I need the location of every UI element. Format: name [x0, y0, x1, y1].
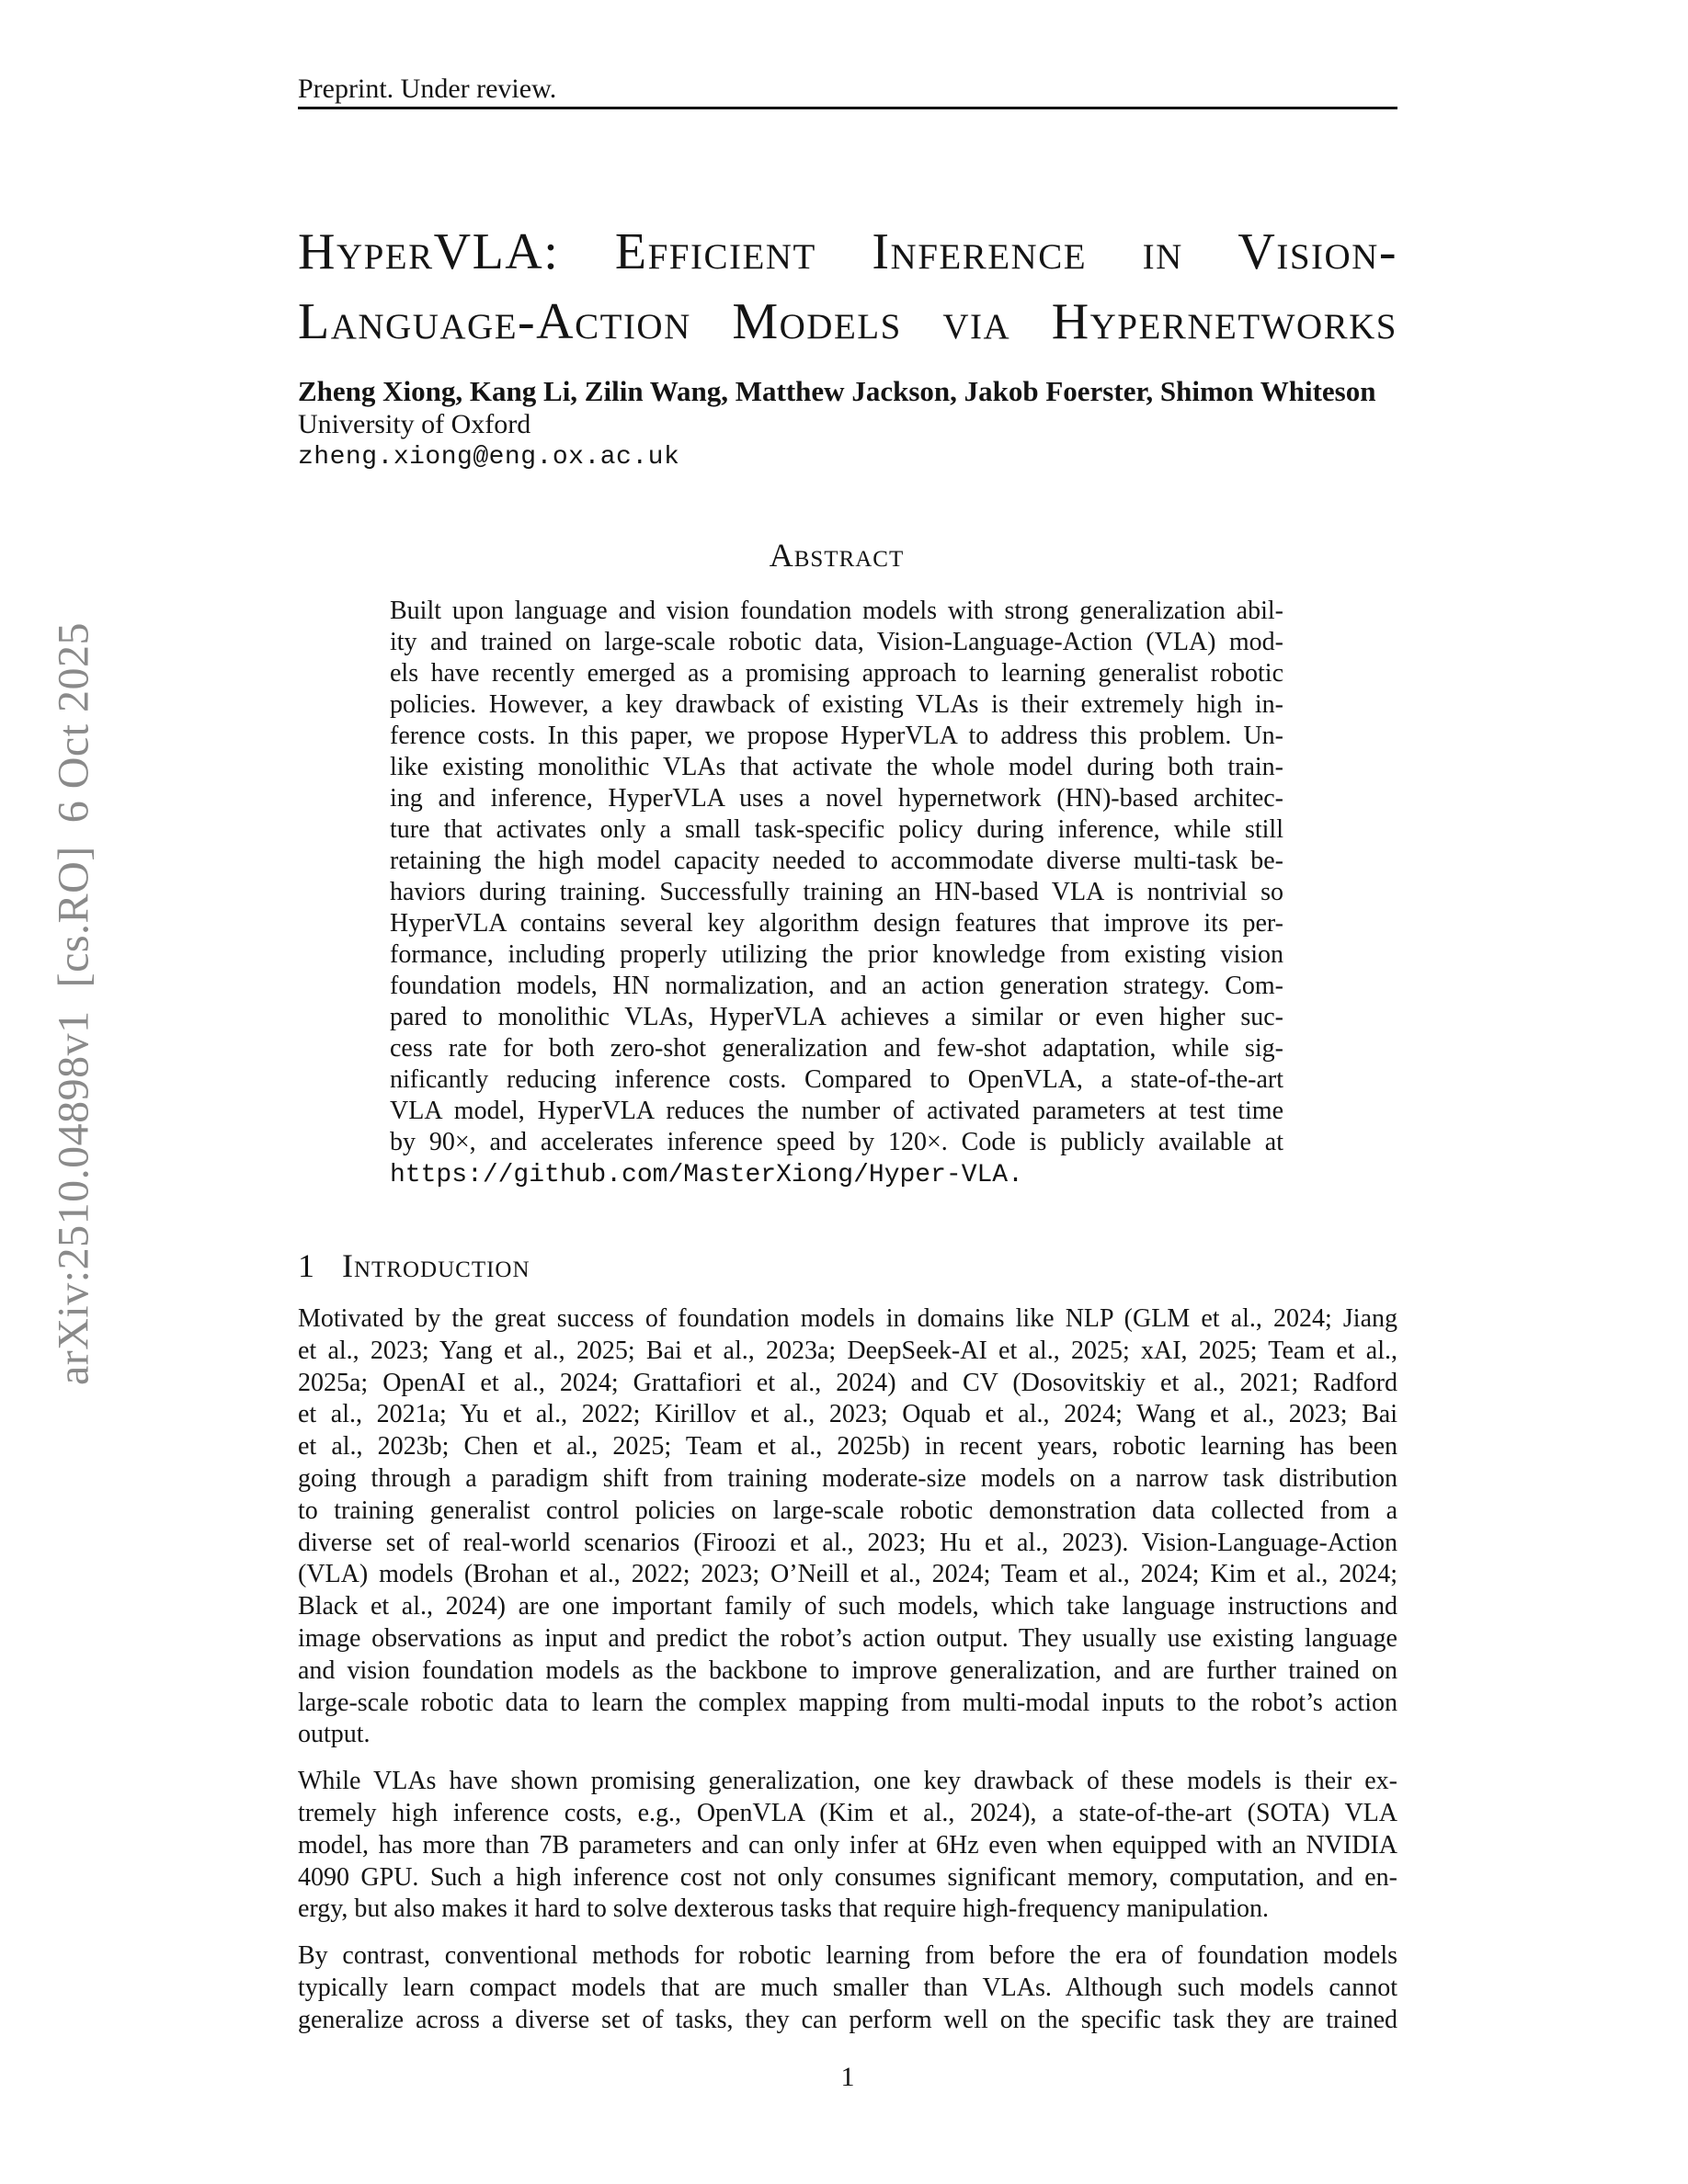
text-line: by 90×, and accelerates inference speed by 120×. Code is publicly available at: [390, 1128, 1283, 1156]
arxiv-watermark: arXiv:2510.04898v1 [cs.RO] 6 Oct 2025: [49, 621, 98, 1386]
introduction-body: [298, 1303, 1397, 2052]
title-line-1: HyperVLA: Efficient Inference in Vision-: [298, 223, 1397, 280]
text-line: 2025a; OpenAI et al., 2024; Grattafiori et al., 2024) and CV (Dosovitskiy et al., 2021; Radford: [298, 1368, 1397, 1397]
author-block: [298, 375, 1397, 474]
text-line: typically learn compact models that are much smaller than VLAs. Although such models cannot: [298, 1973, 1397, 2002]
text-line: While VLAs have shown promising generalization, one key drawback of these models is their ex-: [298, 1767, 1397, 1796]
section-title: Introduction: [342, 1247, 530, 1284]
text-line: and vision foundation models as the backbone to improve generalization, and are further trained on: [298, 1655, 1397, 1685]
text-line: foundation models, HN normalization, and an action generation strategy. Com-: [390, 972, 1283, 1000]
text-line: large-scale robotic data to learn the complex mapping from multi-modal inputs to the robot’s action: [298, 1688, 1397, 1717]
text-line: to training generalist control policies on large-scale robotic demonstration data collected from a: [298, 1496, 1397, 1525]
paragraph: [298, 1766, 1397, 1926]
text-line: els have recently emerged as a promising approach to learning generalist robotic: [390, 659, 1283, 688]
paper-title: [298, 217, 1397, 357]
text-line: Motivated by the great success of foundation models in domains like NLP (GLM et al., 2024; Jiang: [298, 1304, 1397, 1333]
text-line: ing and inference, HyperVLA uses a novel hypernetwork (HN)-based architec-: [390, 784, 1283, 813]
abstract-lines: [390, 596, 1283, 1158]
page-number: 1: [840, 2062, 855, 2092]
text-line: By contrast, conventional methods for robotic learning from before the era of foundation models: [298, 1941, 1397, 1971]
text-line: VLA model, HyperVLA reduces the number of activated parameters at test time: [390, 1097, 1283, 1125]
text-line: model, has more than 7B parameters and can only infer at 6Hz even when equipped with an NVIDIA: [298, 1830, 1397, 1860]
text-line: cess rate for both zero-shot generalization and few-shot adaptation, while sig-: [390, 1034, 1283, 1063]
text-line: ference costs. In this paper, we propose HyperVLA to address this problem. Un-: [390, 722, 1283, 750]
text-line: Black et al., 2024) are one important family of such models, which take language instructions and: [298, 1592, 1397, 1621]
author-email: zheng.xiong@eng.ox.ac.uk: [298, 443, 680, 472]
text-line: 4090 GPU. Such a high inference cost not only consumes significant memory, computation, and en-: [298, 1862, 1397, 1892]
text-line: going through a paradigm shift from training moderate-size models on a narrow task distribution: [298, 1463, 1397, 1493]
affiliation: University of Oxford: [298, 409, 531, 439]
text-line: ity and trained on large-scale robotic data, Vision-Language-Action (VLA) mod-: [390, 628, 1283, 656]
text-line: et al., 2023b; Chen et al., 2025; Team et al., 2025b) in recent years, robotic learning has been: [298, 1432, 1397, 1462]
header-rule: [298, 107, 1397, 109]
text-line: tremely high inference costs, e.g., OpenVLA (Kim et al., 2024), a state-of-the-art (SOTA) VLA: [298, 1798, 1397, 1827]
title-line-2: Language-Action Models via Hypernetworks: [298, 293, 1397, 350]
text-line: like existing monolithic VLAs that activate the whole model during both train-: [390, 753, 1283, 781]
abstract-body: [390, 596, 1283, 1191]
paragraph: [298, 1303, 1397, 1751]
text-line: Built upon language and vision foundation models with strong generalization abil-: [390, 597, 1283, 625]
text-line: policies. However, a key drawback of existing VLAs is their extremely high in-: [390, 690, 1283, 719]
text-line: formance, including properly utilizing the prior knowledge from existing vision: [390, 940, 1283, 969]
text-line: retaining the high model capacity needed to accommodate diverse multi-task be-: [390, 847, 1283, 875]
section-number: 1: [298, 1247, 314, 1284]
text-line: ture that activates only a small task-specific policy during inference, while still: [390, 815, 1283, 844]
paragraph: [298, 1940, 1397, 2036]
text-line: nificantly reducing inference costs. Compared to OpenVLA, a state-of-the-art: [390, 1065, 1283, 1094]
author-names: Zheng Xiong, Kang Li, Zilin Wang, Matthew Jackson, Jakob Foerster, Shimon Whiteson: [298, 375, 1376, 407]
text-line: output.: [298, 1720, 371, 1749]
text-line: image observations as input and predict the robot’s action output. They usually use existing language: [298, 1623, 1397, 1653]
section-heading-introduction: [298, 1246, 1397, 1285]
text-line: et al., 2023; Yang et al., 2025; Bai et al., 2023a; DeepSeek-AI et al., 2025; xAI, 2025; Team et al.,: [298, 1336, 1397, 1365]
preprint-note: Preprint. Under review.: [298, 74, 557, 104]
text-line: ergy, but also makes it hard to solve dexterous tasks that require high-frequency manipulation.: [298, 1894, 1269, 1924]
text-line: et al., 2021a; Yu et al., 2022; Kirillov et al., 2023; Oquab et al., 2024; Wang et al., 2023; Bai: [298, 1400, 1397, 1429]
text-line: HyperVLA contains several key algorithm design features that improve its per-: [390, 909, 1283, 938]
github-link-period: .: [1008, 1161, 1023, 1189]
github-link[interactable]: https://github.com/MasterXiong/Hyper-VLA: [390, 1161, 1009, 1189]
text-line: pared to monolithic VLAs, HyperVLA achieves a similar or even higher suc-: [390, 1003, 1283, 1031]
text-line: generalize across a diverse set of tasks, they can perform well on the specific task they are trained: [298, 2005, 1397, 2034]
abstract-heading: Abstract: [769, 537, 905, 574]
text-line: (VLA) models (Brohan et al., 2022; 2023; O’Neill et al., 2024; Team et al., 2024; Kim et al., 2024;: [298, 1560, 1397, 1589]
text-line: diverse set of real-world scenarios (Firoozi et al., 2023; Hu et al., 2023). Vision-Language-Action: [298, 1528, 1397, 1557]
text-line: haviors during training. Successfully training an HN-based VLA is nontrivial so: [390, 878, 1283, 906]
abstract-code-line: [390, 1158, 1283, 1191]
